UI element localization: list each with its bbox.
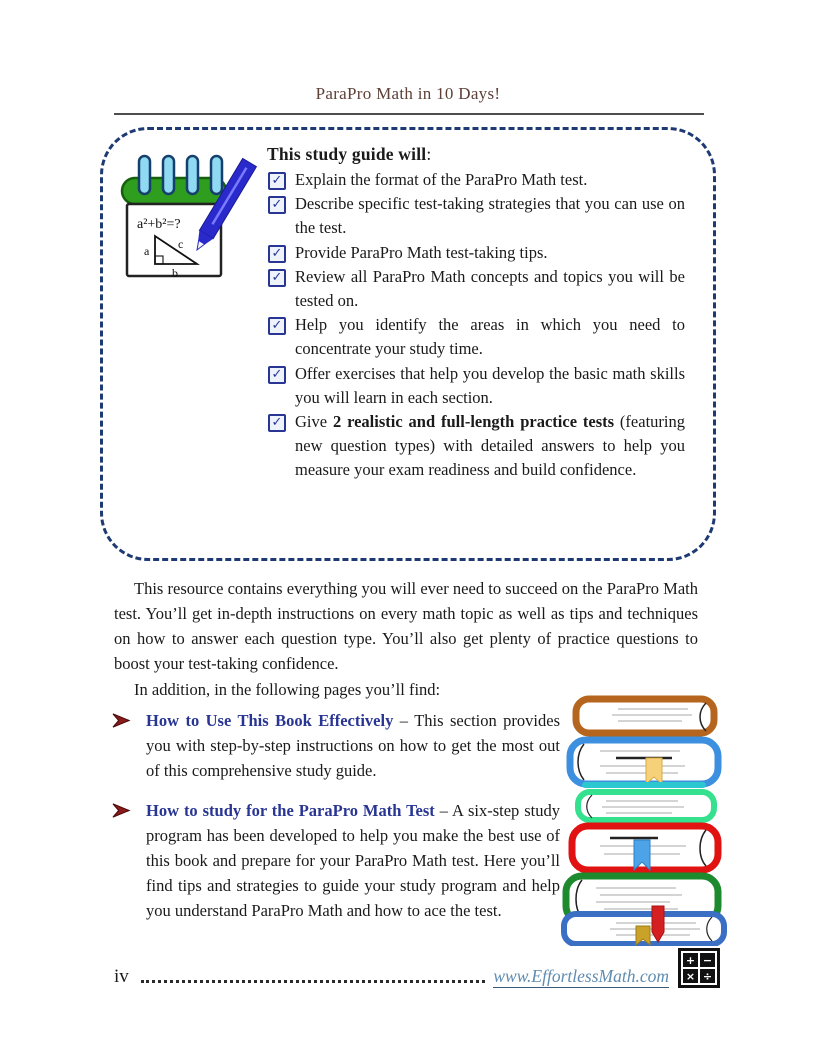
guide-heading-bold: This study guide will [267,144,427,164]
header-title: ParaPro Math in 10 Days! [315,84,501,103]
bullet-title: How to Use This Book Effectively [146,711,394,730]
check-item [267,241,685,265]
bullet-item [112,798,560,923]
bullet-separator: – [393,711,415,730]
dotted-leader [141,980,486,983]
book-red [572,826,718,870]
check-item [267,410,685,483]
check-item-text: Provide ParaPro Math test-taking tips. [295,242,548,262]
check-text-post: (featuring new question types) with detailed answers to help you measure your exam readiness and build confidence. [295,412,685,480]
check-item-text: Explain the format of the ParaPro Math test. [295,170,588,189]
bullet-arrow-icon [112,798,146,923]
logo-divide: ÷ [700,969,715,983]
checkbox-checked-icon [268,366,286,384]
checkmark-glyph: ✓ [271,197,283,213]
bullet-separator: – [434,801,453,820]
logo-minus: − [700,953,715,967]
book-brown [576,699,714,733]
check-item-text [295,410,685,483]
checkbox-checked-icon [268,245,286,263]
triangle-label-a: a [144,244,150,258]
book-stack-illustration [560,694,728,951]
notepad-icon-svg [119,150,259,282]
book-spring-green [578,792,714,820]
checkmark-glyph: ✓ [271,415,283,431]
check-item-text: Offer exercises that help you develop the basic math skills you will learn in each section. [295,363,685,407]
study-guide-box [100,127,716,561]
check-item-text: Describe specific test-taking strategies that you can use on the test. [295,194,685,238]
check-item [267,313,685,361]
bullet-text [146,708,560,783]
guide-box-content [267,140,685,558]
bullet-arrow-icon [112,708,146,783]
page-number: iv [114,966,129,988]
checkbox-checked-icon [268,317,286,335]
checkbox-checked-icon [268,414,286,432]
checkbox-checked-icon [268,269,286,287]
notepad-icon [119,140,267,558]
header-divider [114,113,704,115]
check-item [267,265,685,313]
checkmark-glyph: ✓ [271,269,283,285]
check-text-bold: 2 realistic and full-length practice tests [332,412,615,432]
logo-plus: + [683,953,698,967]
notepad-formula: a²+b²=? [137,217,181,232]
checkbox-checked-icon [268,196,286,214]
guide-box-heading [267,142,685,166]
footer [100,948,720,988]
check-item [267,362,685,410]
book-blue [570,740,718,784]
bullet-item [112,708,560,783]
check-item-text: Review all ParaPro Math concepts and topics you will be tested on. [295,266,685,311]
intro-paragraph-2: In addition, in the following pages you’ll find: [134,680,441,699]
check-item [267,192,685,240]
math-logo-icon [678,948,720,988]
book-bottom-blue [564,914,724,945]
check-item [267,168,685,192]
checkmark-glyph: ✓ [271,366,283,382]
book-stack-svg [560,694,728,946]
check-text-pre: Give [295,412,333,432]
triangle-label-c: c [178,237,184,251]
checkmark-glyph: ✓ [271,173,283,188]
guide-heading-colon: : [426,144,432,164]
triangle-label-b: b [172,266,178,280]
logo-times: × [683,969,698,983]
checkmark-glyph: ✓ [271,318,283,334]
website-link[interactable]: www.EffortlessMath.com [493,966,669,988]
bullet-title: How to study for the ParaPro Math Test [146,801,435,820]
cyan-strip [582,782,706,788]
bullet-text [146,798,560,923]
check-item-text: Help you identify the areas in which you need to concentrate your study time. [295,315,685,359]
bullet-body: This section provides you with step-by-step instructions on how to get the most out of this comprehensive study guide. [146,711,561,780]
bullet-list [100,708,560,951]
lower-section [100,708,716,951]
checkmark-glyph: ✓ [271,245,283,261]
checkbox-checked-icon [268,172,286,190]
bullet-body: A six-step study program has been developed to help you make the best use of this book and prepare for your ParaPro Math test. Here you’ll find tips and strategies to guide your study program and help you understand ParaPro Math and how to ace the test. [146,801,561,920]
intro-paragraph-1: This resource contains everything you will ever need to succeed on the ParaPro Math test. You’ll get in-depth instructions on every math topic as well as tips and techniques on how to answer each question type. You’ll also get plenty of practice questions to boost your test-taking confidence. [114,579,698,673]
